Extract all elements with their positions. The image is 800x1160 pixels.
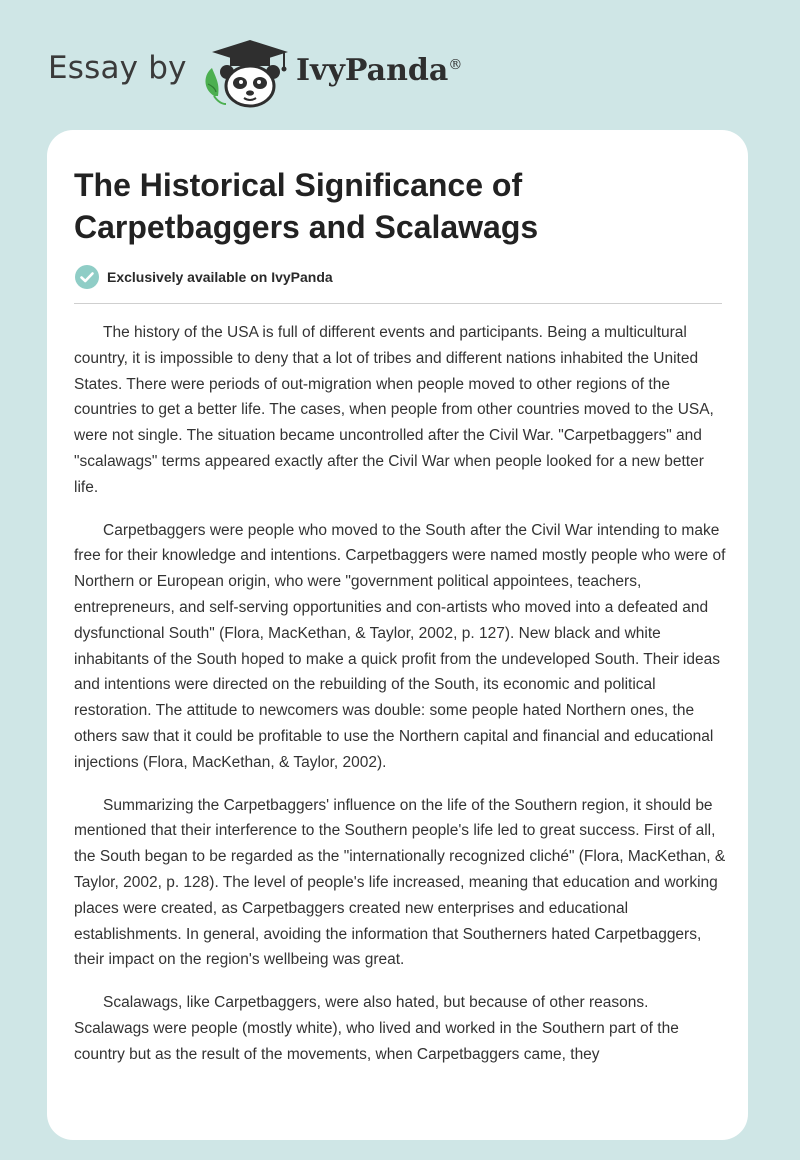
- brand-name[interactable]: [296, 53, 462, 88]
- registered-mark: ®: [448, 57, 463, 73]
- article-card: [47, 130, 748, 1140]
- article-body: [74, 320, 726, 1085]
- check-icon: [74, 264, 100, 290]
- badge-text: Exclusively available on IvyPanda: [107, 269, 333, 285]
- paragraph: Summarizing the Carpetbaggers' influence on the life of the Southern region, it should be mentioned that their interference to the Southern people's life led to great success. First of all, the South began to be regarded as the "internationally recognized cliché" (Flora, MacKethan, & Taylor, 2002, p. 128). The level of people's life increased, meaning that education and working places were created, as Carpetbaggers created new enterprises and educational establishments. In general, avoiding the information that Southerners hated Carpetbaggers, their impact on the region's wellbeing was great.: [74, 796, 726, 969]
- exclusive-badge: [74, 263, 333, 291]
- paragraph: The history of the USA is full of different events and participants. Being a multicultural country, it is impossible to deny that a lot of tribes and different nations inhabited the United States. There were periods of out-migration when people moved to other regions of the countries to get a better life. The cases, when people from other countries moved to the USA, were not single. The situation became uncontrolled after the Civil War. "Carpetbaggers" and "scalawags" terms appeared exactly after the Civil War when people looked for a new better life.: [74, 324, 714, 496]
- article-title: The Historical Significance of Carpetbaggers and Scalawags: [74, 167, 539, 245]
- panda-logo-icon[interactable]: [200, 38, 292, 110]
- paragraph: Scalawags, like Carpetbaggers, were also hated, but because of other reasons. Scalawags were people (mostly white), who lived and worked in the Southern part of the country but as the result of the movements, when Carpetbaggers came, they: [74, 994, 679, 1063]
- brand-prefix: Essay by: [48, 50, 187, 86]
- site-header: [0, 0, 800, 130]
- divider: [74, 303, 722, 304]
- paragraph: Carpetbaggers were people who moved to the South after the Civil War intending to make free for their knowledge and intentions. Carpetbaggers were named mostly people who were of Northern or European origin, who were "government political appointees, teachers, entrepreneurs, and self-serving opportunities and con-artists who moved into a defeated and dysfunctional South" (Flora, MacKethan, & Taylor, 2002, p. 127). New black and white inhabitants of the South hoped to make a quick profit from the undeveloped South. Their ideas and intentions were directed on the rebuilding of the South, its economic and political restoration. The attitude to newcomers was double: some people hated Northern ones, the others saw that it could be profitable to use the Northern capital and financial and educational injections (Flora, MacKethan, & Taylor, 2002).: [74, 521, 726, 771]
- brand-name-text: IvyPanda: [296, 53, 449, 88]
